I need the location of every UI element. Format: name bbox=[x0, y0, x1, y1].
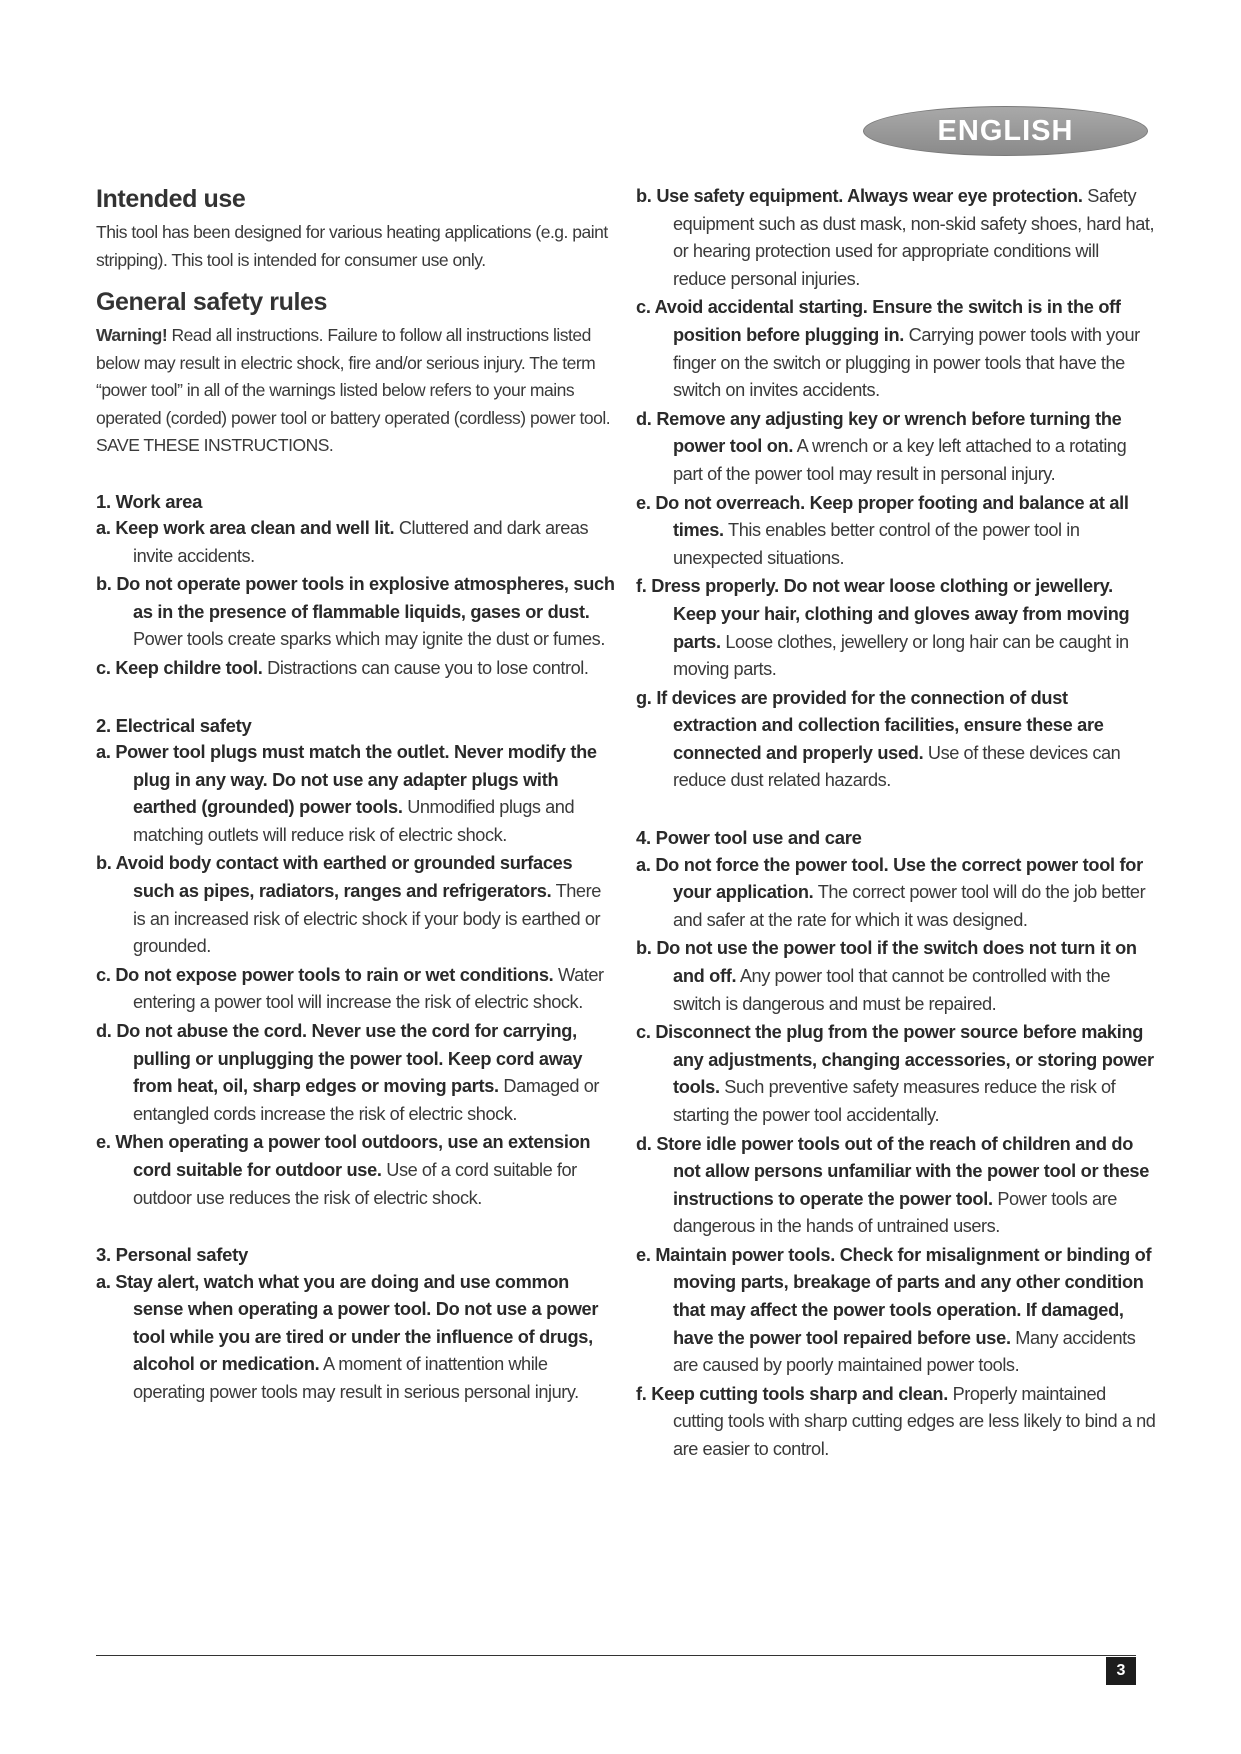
electrical-safety-heading: 2. Electrical safety bbox=[96, 714, 252, 736]
list-item: a. Keep work area clean and well lit. Cluttered and dark areas invite accidents. bbox=[96, 518, 589, 566]
list-item: b. Do not operate power tools in explosive atmospheres, such as in the presence of flammable liquids, gases or dust. Power tools create sparks which may ignite the dust or fumes. bbox=[96, 574, 615, 650]
list-item: c. Do not expose power tools to rain or wet conditions. Water entering a power tool will increase the risk of electric shock. bbox=[96, 964, 604, 1013]
footer-divider bbox=[96, 1655, 1136, 1656]
list-item: f. Keep cutting tools sharp and clean. Properly maintained cutting tools with sharp cutting edges are less likely to bind a nd are easier to control. bbox=[636, 1383, 1156, 1460]
work-area-section bbox=[96, 488, 616, 683]
list-item: a. Stay alert, watch what you are doing and use common sense when operating a power tool. Do not use a power tool while you are tired or under the influence of drugs, alcohol or medication. A moment of inattention while operating power tools may result in serious personal injury. bbox=[96, 1271, 599, 1403]
page-number: 3 bbox=[1106, 1657, 1136, 1685]
list-item: c. Keep childre tool. Distractions can cause you to lose control. bbox=[96, 657, 589, 678]
work-area-heading: 1. Work area bbox=[96, 490, 203, 512]
warning-text: Read all instructions. Failure to follow all instructions listed below may result in electric shock, fire and/or serious injury. The term “power tool” in all of the warnings listed below refers to your mains operated (corded) power tool or battery operated (cordless) power tool. SAVE THESE INSTRUCTIONS. bbox=[96, 325, 611, 455]
list-item: d. Store idle power tools out of the reach of children and do not allow persons unfamiliar with the power tool or these instructions to operate the power tool. Power tools are dangerous in the hands of untrained users. bbox=[636, 1133, 1150, 1237]
list-item: e. When operating a power tool outdoors, use an extension cord suitable for outdoor use. Use of a cord suitable for outdoor use reduces the risk of electric shock. bbox=[96, 1132, 591, 1208]
list-item: c. Avoid accidental starting. Ensure the switch is in the off position before plugging in. Carrying power tools with your finger on the switch or plugging in power tools that have the switch on invites accidents. bbox=[636, 297, 1140, 401]
list-item: b. Avoid body contact with earthed or grounded surfaces such as pipes, radiators, ranges and refrigerators. There is an increased risk of electric shock if your body is earthed or grounded. bbox=[96, 853, 601, 957]
list-item: d. Remove any adjusting key or wrench before turning the power tool on. A wrench or a key left attached to a rotating part of the power tool may result in personal injury. bbox=[636, 408, 1127, 484]
general-safety-warning bbox=[96, 322, 616, 460]
list-item: b. Do not use the power tool if the switch does not turn it on and off. Any power tool that cannot be controlled with the switch is dangerous and must be repaired. bbox=[636, 938, 1137, 1014]
power-tool-use-heading: 4. Power tool use and care bbox=[636, 827, 862, 849]
list-item: g. If devices are provided for the connection of dust extraction and collection facilities, ensure these are connected and properly used. Use of these devices can reduce dust related hazards. bbox=[636, 687, 1121, 791]
list-item: e. Maintain power tools. Check for misalignment or binding of moving parts, breakage of parts and any other condition that may affect the power tools operation. If damaged, have the power tool repaired before use. Many accidents are caused by poorly maintained power tools. bbox=[636, 1244, 1152, 1376]
general-safety-title: General safety rules bbox=[96, 288, 328, 316]
warning-label: Warning! bbox=[96, 325, 168, 345]
list-item: f. Dress properly. Do not wear loose clothing or jewellery. Keep your hair, clothing and gloves away from moving parts. Loose clothes, jewellery or long hair can be caught in moving parts. bbox=[636, 576, 1130, 680]
power-tool-use-section bbox=[636, 824, 1156, 1464]
list-item: b. Use safety equipment. Always wear eye protection. Safety equipment such as dust mask, non-skid safety shoes, hard hat, or hearing protection used for appropriate conditions will reduce personal injuries. bbox=[636, 186, 1155, 289]
personal-safety-section bbox=[96, 1241, 616, 1406]
list-item: e. Do not overreach. Keep proper footing and balance at all times. This enables better control of the power tool in unexpected situations. bbox=[636, 492, 1129, 568]
language-badge-label: ENGLISH bbox=[937, 114, 1074, 147]
intended-use-text: This tool has been designed for various heating applications (e.g. paint stripping). This tool is intended for consumer use only. bbox=[96, 222, 608, 270]
list-item: c. Disconnect the plug from the power source before making any adjustments, changing accessories, or storing power tools. Such preventive safety measures reduce the risk of starting the power tool accidentally. bbox=[636, 1022, 1154, 1125]
left-column bbox=[96, 183, 616, 1408]
electrical-safety-section bbox=[96, 712, 616, 1213]
intended-use-title: Intended use bbox=[96, 185, 246, 213]
personal-safety-continued bbox=[636, 183, 1156, 795]
list-item: a. Do not force the power tool. Use the correct power tool for your application. The correct power tool will do the job better and safer at the rate for which it was designed. bbox=[636, 854, 1146, 930]
language-badge bbox=[863, 106, 1148, 156]
personal-safety-heading: 3. Personal safety bbox=[96, 1244, 248, 1266]
right-column bbox=[636, 183, 1156, 1465]
list-item: a. Power tool plugs must match the outlet. Never modify the plug in any way. Do not use any adapter plugs with earthed (grounded) power tools. Unmodified plugs and matching outlets will reduce risk of electric shock. bbox=[96, 742, 597, 845]
list-item: d. Do not abuse the cord. Never use the cord for carrying, pulling or unplugging the power tool. Keep cord away from heat, oil, sharp edges or moving parts. Damaged or entangled cords increase the risk of electric shock. bbox=[96, 1021, 599, 1124]
